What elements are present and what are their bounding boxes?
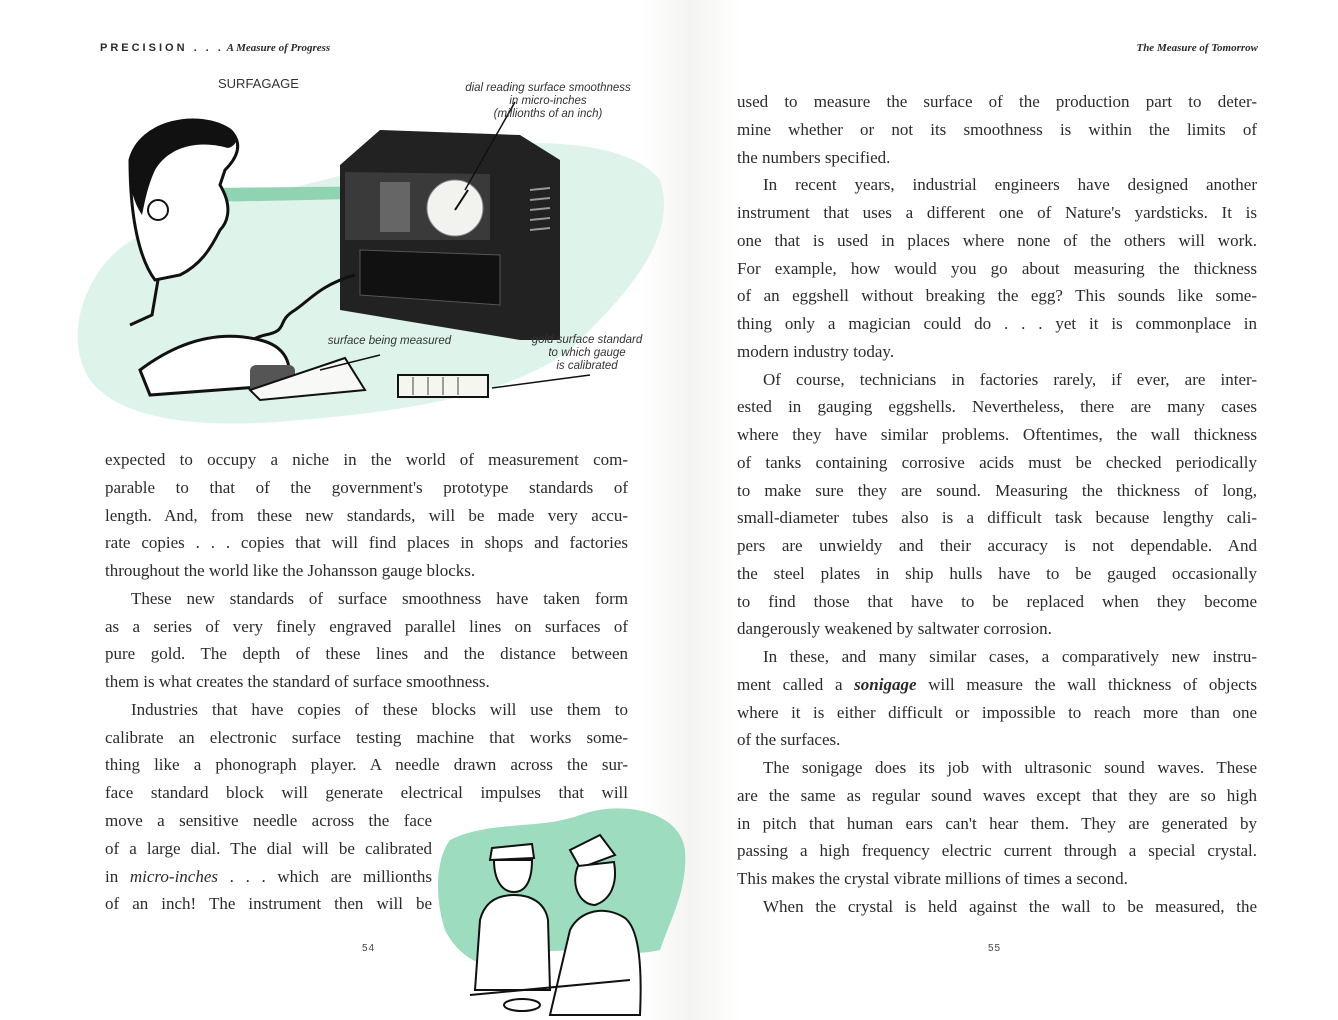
text-segment: This makes the crystal vibrate millions of times a second. (737, 869, 1128, 888)
text-segment: move a sensitive needle across the face (105, 811, 432, 830)
text-line (737, 588, 1257, 616)
caption-line: (millionths of an inch) (493, 108, 603, 120)
page-number-right: 55 (988, 943, 1002, 954)
text-line (737, 699, 1257, 727)
surfagage-machine (340, 102, 560, 340)
green-background-shape (438, 808, 685, 966)
text-line (737, 116, 1257, 144)
text-line (737, 338, 1257, 366)
text-line (737, 810, 1257, 838)
text-segment: modern industry today. (737, 341, 895, 361)
running-head-right: The Measure of Tomorrow (1136, 42, 1258, 54)
text-segment: of a large dial. The dial will be calibrated (105, 838, 432, 858)
text-segment: mine whether or not its smoothness is within the limits of (737, 119, 1257, 139)
text-segment: . . . which are millionths (218, 866, 432, 886)
surfagage-illustration (60, 90, 670, 450)
text-segment: the steel plates in ship hulls have to be gauged occasionally (737, 563, 1257, 583)
caption-line: dial reading surface smoothness (465, 82, 631, 94)
text-segment: passing a high frequency electric current through a special crystal. (737, 841, 1257, 861)
text-line (737, 754, 1257, 782)
text-segment: In these, and many similar cases, a comparatively new instru- (763, 647, 1257, 666)
text-line (737, 671, 1257, 699)
figure-title: SURFAGAGE (218, 76, 299, 91)
text-line: calibrate an electronic surface testing machine that works some- (105, 727, 628, 747)
caption-line: surface being measured (327, 335, 452, 347)
paragraph (737, 366, 1257, 644)
text-segment: of tanks containing corrosive acids must be checked periodically (737, 452, 1257, 472)
text-line (737, 837, 1257, 865)
text-segment: ested in gauging eggshells. Nevertheless, there are many cases (737, 397, 1257, 417)
caption-gold-standard (512, 334, 662, 373)
text-line (737, 782, 1257, 810)
right-page-body (737, 88, 1257, 921)
text-segment: the numbers specified. (737, 147, 891, 167)
text-segment: of an eggshell without breaking the egg? This sounds like some- (737, 286, 1257, 306)
caption-line: in micro-inches (509, 95, 587, 107)
text-line (737, 726, 1257, 754)
paragraph (737, 754, 1257, 893)
text-line (737, 310, 1257, 338)
text-line: These new standards of surface smoothness have taken form (131, 588, 628, 608)
bold-italic-term: sonigage (854, 674, 917, 694)
text-segment: used to measure the surface of the production part to deter- (737, 92, 1257, 111)
text-segment: instrument that uses a different one of Nature's yardsticks. It is (737, 203, 1257, 222)
text-line (737, 615, 1257, 643)
text-segment: to make sure they are sound. Measuring the thickness of long, (737, 480, 1257, 500)
text-segment: For example, how would you go about measuring the thickness (737, 258, 1257, 278)
text-line (737, 255, 1257, 283)
text-segment: In recent years, industrial engineers have designed another (763, 175, 1257, 195)
running-head-caps: PRECISION . . . (100, 42, 224, 54)
text-line (105, 807, 432, 835)
paragraph (737, 893, 1257, 921)
caption-dial (448, 82, 648, 121)
text-segment: of an inch! The instrument then will be (105, 894, 432, 914)
text-segment: in (105, 866, 130, 886)
text-segment: will measure the wall thickness of objects (916, 674, 1257, 694)
text-line (737, 282, 1257, 310)
text-segment: pers are unwieldy and their accuracy is not dependable. And (737, 536, 1257, 555)
text-line (737, 865, 1257, 893)
text-segment: dangerously weakened by saltwater corrosion. (737, 619, 1052, 639)
paragraph (737, 88, 1257, 171)
dial-icon (427, 180, 483, 236)
text-line (105, 835, 432, 863)
page-number-left: 54 (362, 943, 376, 954)
caption-line: gold surface standard (531, 334, 643, 346)
text-line: length. And, from these new standards, will be made very accu- (105, 505, 628, 525)
text-line: thing like a phonograph player. A needle drawn across the sur- (105, 755, 628, 775)
paragraph (105, 585, 628, 696)
text-segment: where they have similar problems. Oftentimes, the wall thickness (737, 425, 1257, 444)
text-line (737, 171, 1257, 199)
text-line (737, 532, 1257, 560)
text-segment: to find those that have to be replaced when they become (737, 591, 1257, 611)
text-segment: small-diameter tubes also is a difficult task because lengthy cali- (737, 508, 1257, 528)
workers-illustration (430, 800, 690, 1020)
text-segment: where it is either difficult or impossible to reach more than one (737, 702, 1257, 722)
italic-term: micro-inches (129, 866, 219, 886)
text-line: them is what creates the standard of surface smoothness. (105, 672, 490, 691)
text-line: expected to occupy a niche in the world of measurement com- (105, 450, 628, 469)
caption-line: is calibrated (556, 360, 618, 372)
text-line (737, 366, 1257, 394)
text-segment: of the surfaces. (737, 730, 841, 750)
running-head-left (100, 42, 330, 54)
text-segment: When the crystal is held against the wall to be measured, the (763, 896, 1257, 916)
text-line (737, 393, 1257, 421)
text-line (737, 88, 1257, 116)
text-segment: Of course, technicians in factories rarely, if ever, are inter- (763, 369, 1257, 389)
paragraph (105, 446, 628, 585)
text-line (737, 227, 1257, 255)
caption-line: to which gauge (548, 347, 626, 359)
tool-on-table (504, 999, 540, 1011)
text-segment: ment called a (737, 674, 855, 694)
text-line: face standard block will generate electrical impulses that will (105, 783, 628, 802)
left-page-wrapped-text (105, 807, 432, 918)
left-page-body (105, 446, 628, 807)
text-line (105, 863, 432, 891)
text-segment: are the same as regular sound waves except that they are so high (737, 785, 1257, 805)
text-line (737, 643, 1257, 671)
text-segment: The sonigage does its job with ultrasonic sound waves. These (763, 758, 1257, 777)
text-line: Industries that have copies of these blocks will use them to (131, 699, 628, 719)
text-line (105, 890, 432, 918)
text-line (737, 421, 1257, 449)
text-line (737, 893, 1257, 921)
text-line: rate copies . . . copies that will find places in shops and factories (105, 533, 628, 553)
text-segment: one that is used in places where none of the others will work. (737, 230, 1257, 250)
text-line: parable to that of the government's prototype standards of (105, 477, 628, 497)
text-segment: in pitch that human ears can't hear them. They are generated by (737, 813, 1257, 833)
text-line (737, 144, 1257, 172)
text-line (737, 199, 1257, 227)
caption-surface (312, 335, 467, 348)
text-line (737, 504, 1257, 532)
text-line (737, 477, 1257, 505)
text-line: pure gold. The depth of these lines and the distance between (105, 644, 628, 664)
running-head-italic: A Measure of Progress (226, 42, 331, 54)
paragraph (737, 171, 1257, 365)
paragraph (737, 643, 1257, 754)
paragraph (105, 696, 628, 807)
text-line (737, 449, 1257, 477)
text-segment: thing only a magician could do . . . yet it is commonplace in (737, 314, 1257, 333)
text-line (737, 560, 1257, 588)
text-line: as a series of very finely engraved parallel lines on surfaces of (105, 616, 628, 636)
text-line: throughout the world like the Johansson gauge blocks. (105, 561, 476, 580)
